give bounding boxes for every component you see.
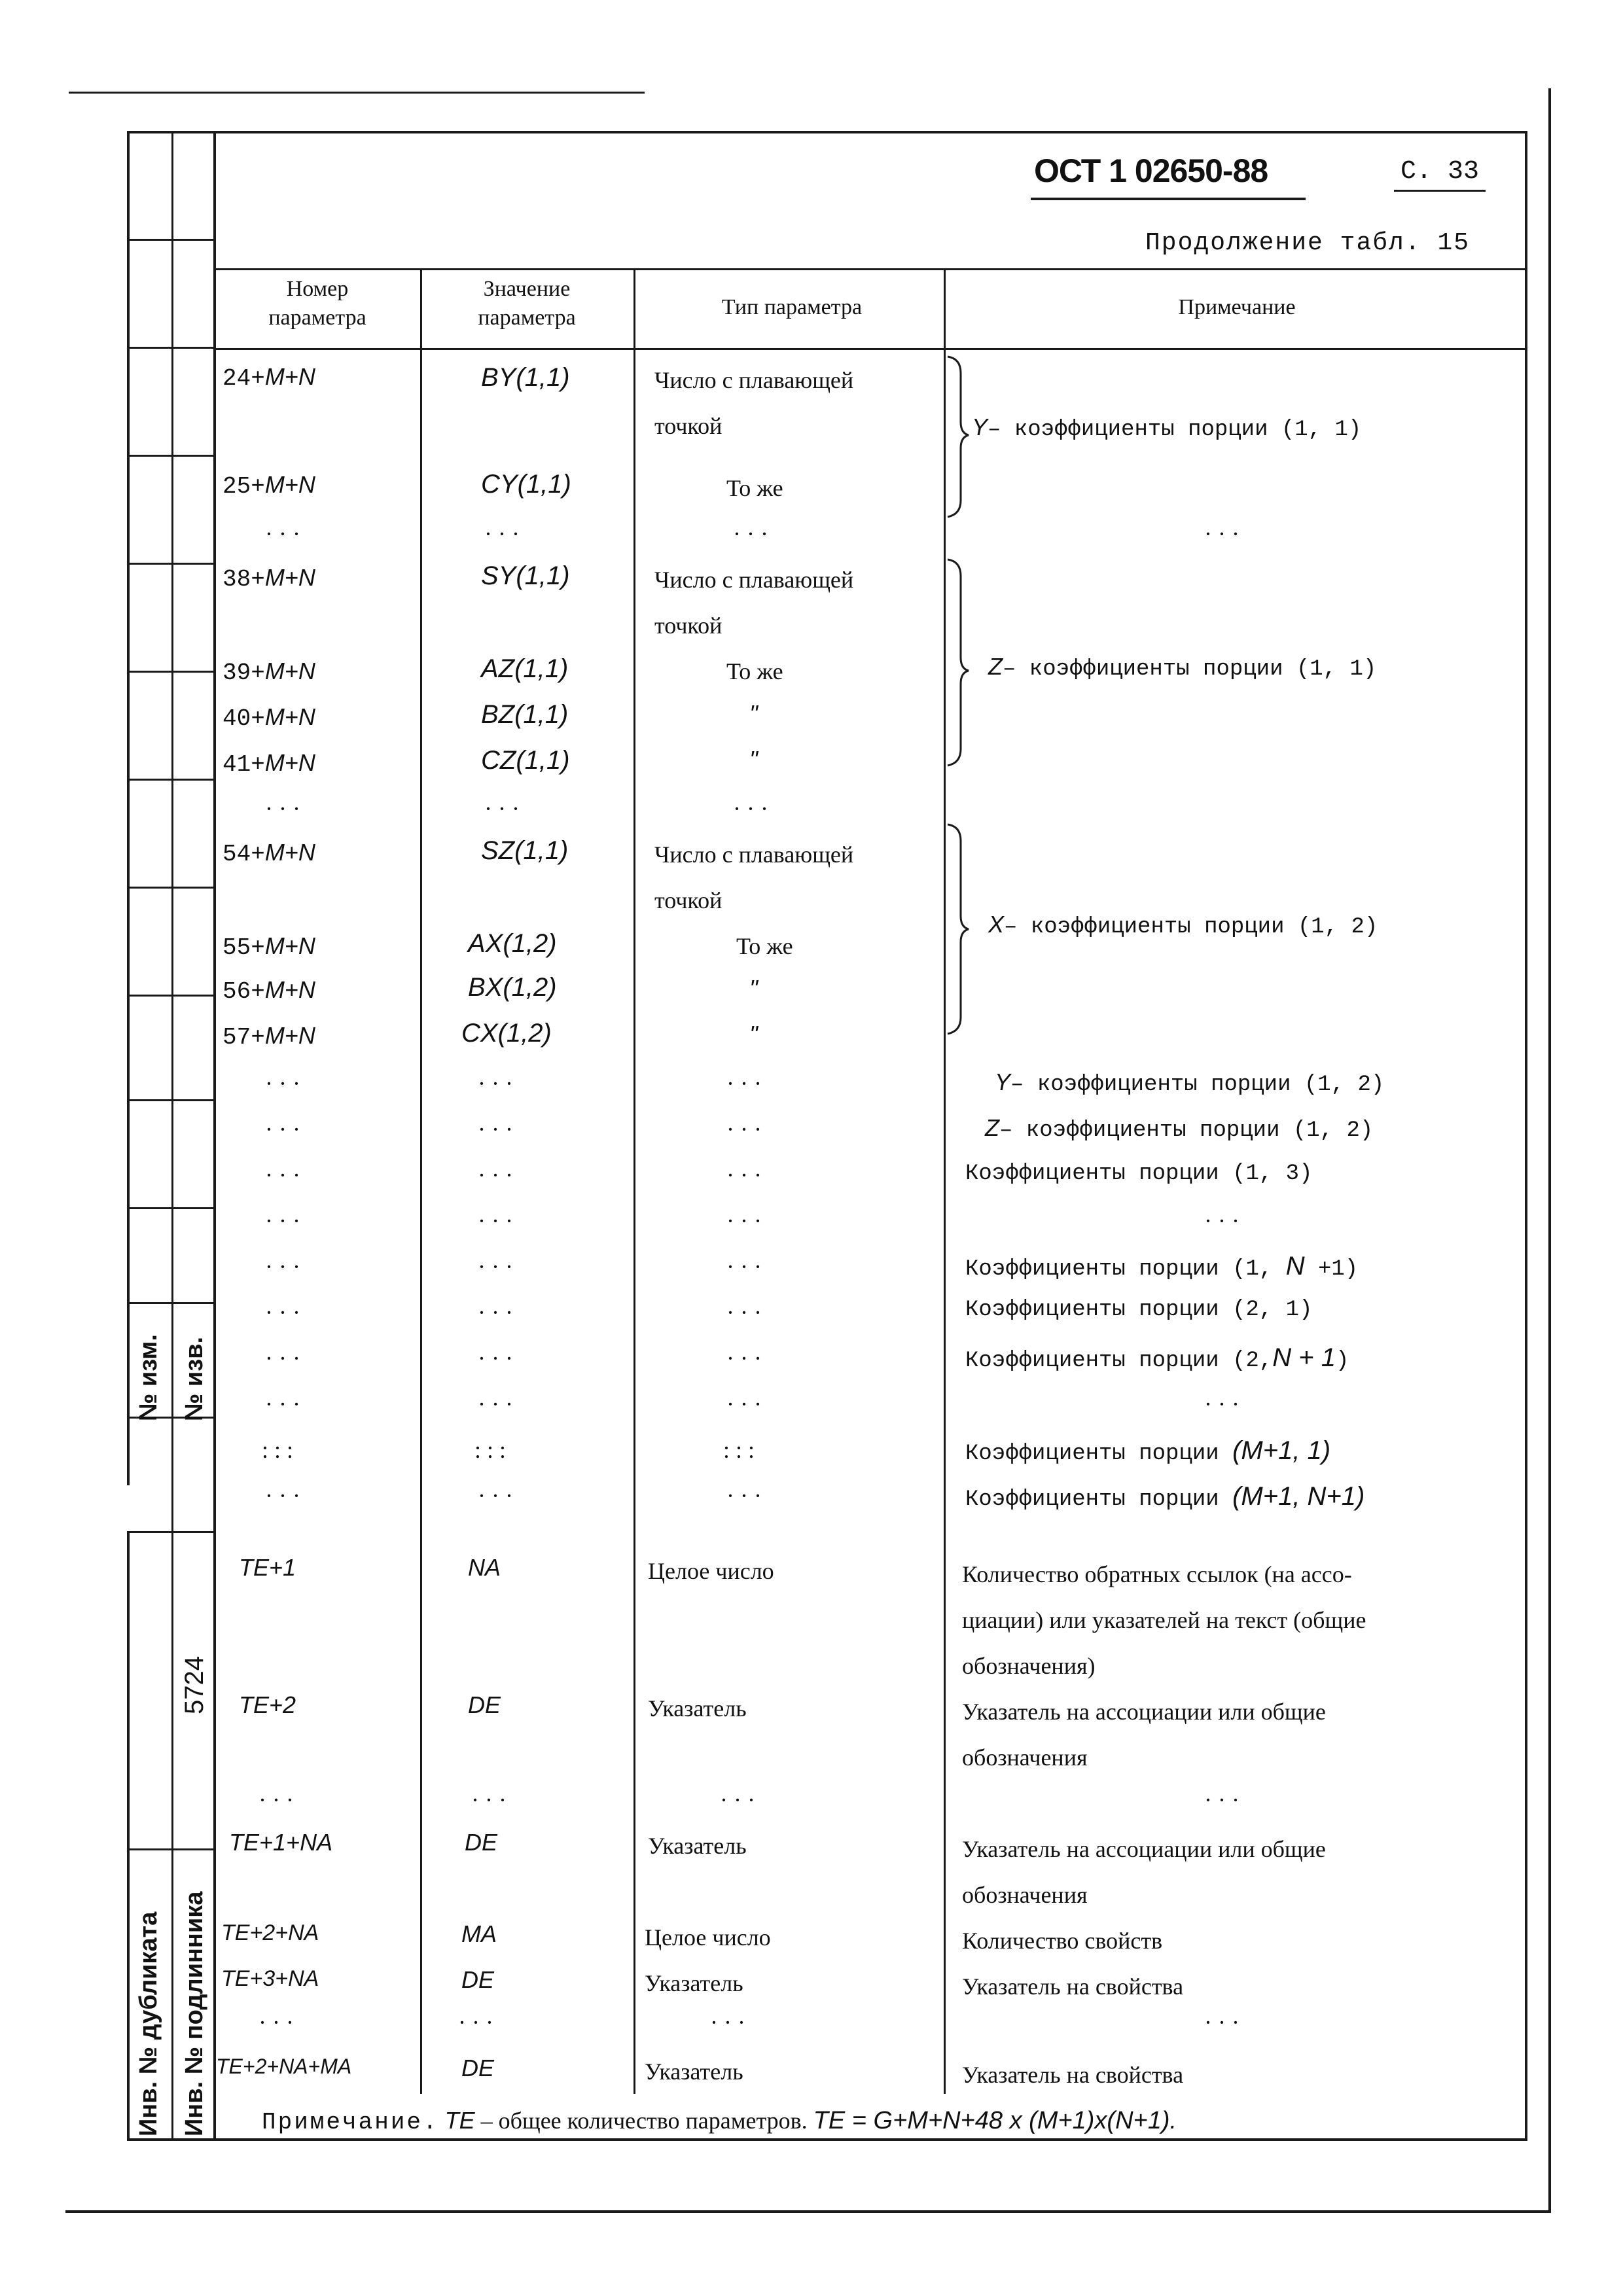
param-note-cont: обозначения: [962, 1882, 1088, 1908]
param-number: 39+M+N: [223, 658, 315, 686]
ditto-mark: ": [749, 1021, 758, 1048]
param-type: Указатель: [645, 2058, 743, 2085]
sidebar-tick: [127, 1099, 216, 1101]
param-value: CY(1,1): [481, 470, 571, 499]
col-header-val: Значение параметра: [478, 277, 576, 330]
ellipsis: · · ·: [1204, 521, 1240, 547]
sidebar-left-line-lower: [127, 1531, 130, 2140]
ellipsis: : : :: [723, 1437, 755, 1463]
param-note: Указатель на ассоциации или общие: [962, 1699, 1326, 1725]
ellipsis: · · ·: [259, 1787, 294, 1813]
ditto-mark: ": [749, 746, 758, 773]
sidebar-tick: [127, 563, 216, 565]
note-cm1: Коэффициенты порции (M+1, 1): [965, 1436, 1331, 1466]
param-type: Число с плавающей: [654, 567, 854, 593]
note-cmn: Коэффициенты порции (M+1, N+1): [965, 1482, 1365, 1512]
ellipsis: · · ·: [265, 796, 300, 822]
sidebar-inv-podl-label: Инв. № подлинника: [181, 1891, 208, 2136]
note-c2n: Коэффициенты порции (2,N + 1): [965, 1343, 1349, 1373]
param-note-cont: циации) или указателей на текст (общие: [962, 1607, 1366, 1633]
sidebar-tick: [127, 455, 216, 457]
ellipsis: · · ·: [265, 521, 300, 547]
param-type-cont: точкой: [654, 887, 722, 913]
sidebar-tick: [127, 995, 216, 997]
param-note: Количество свойств: [962, 1928, 1163, 1954]
param-type: То же: [736, 933, 793, 959]
ellipsis: · · ·: [259, 2009, 294, 2036]
right-edge: [1548, 88, 1551, 2212]
page-underline: [1394, 190, 1486, 192]
table-header-bottom: [213, 348, 1526, 350]
param-number: TE+2+NA: [221, 1920, 319, 1945]
table-top: [213, 268, 1526, 270]
note-y12: Y– коэффициенты порции (1, 2): [995, 1069, 1385, 1097]
param-note: Указатель на свойства: [962, 1973, 1184, 2000]
col-header-num: Номер параметра: [268, 277, 366, 330]
sidebar-mid-line: [171, 131, 173, 2140]
param-type: Указатель: [645, 1970, 743, 1996]
standard-underline: [1031, 198, 1306, 200]
note-z11: Z– коэффициенты порции (1, 1): [988, 653, 1377, 682]
ellipsis: · · ·: [265, 1254, 300, 1280]
param-value: BZ(1,1): [481, 700, 569, 729]
sidebar-number: 5724: [180, 1656, 209, 1714]
ellipsis: · · ·: [458, 2009, 493, 2036]
param-note-cont: обозначения): [962, 1653, 1096, 1679]
ellipsis: · · ·: [265, 1391, 300, 1417]
param-type: Указатель: [648, 1695, 747, 1722]
param-note: Количество обратных ссылок (на ассо-: [962, 1561, 1352, 1587]
col-sep-1: [420, 268, 422, 2094]
ellipsis: : : :: [262, 1437, 294, 1463]
ellipsis: · · ·: [1204, 1787, 1240, 1813]
ellipsis: · · ·: [1204, 2009, 1240, 2036]
note-y11: Y– коэффициенты порции (1, 1): [972, 414, 1362, 442]
sidebar-tick: [127, 1531, 216, 1533]
ellipsis: · · ·: [265, 1483, 300, 1509]
param-type: Целое число: [648, 1558, 774, 1584]
ellipsis: · · ·: [726, 1299, 762, 1326]
ellipsis: · · ·: [478, 1116, 513, 1142]
param-number: 24+M+N: [223, 363, 315, 392]
sidebar-tick: [127, 1302, 216, 1304]
param-value: CZ(1,1): [481, 746, 570, 775]
param-note: Указатель на свойства: [962, 2062, 1184, 2088]
ellipsis: · · ·: [484, 521, 520, 547]
footnote-te: TE: [444, 2107, 475, 2134]
sidebar-left-line: [127, 131, 130, 1485]
param-value: DE: [468, 1691, 501, 1718]
param-number: TE+1: [239, 1554, 296, 1581]
sidebar-tick: [127, 1207, 216, 1209]
param-value: NA: [468, 1554, 501, 1581]
ellipsis: · · ·: [478, 1345, 513, 1371]
param-value: DE: [465, 1829, 498, 1856]
col-sep-3: [944, 268, 946, 2094]
note-c13: Коэффициенты порции (1, 3): [965, 1161, 1313, 1186]
top-rule: [69, 92, 645, 94]
ellipsis: · · ·: [484, 796, 520, 822]
ellipsis: · · ·: [726, 1070, 762, 1097]
param-value: DE: [461, 1966, 495, 1993]
sidebar-tick: [127, 239, 216, 241]
param-value: AZ(1,1): [481, 654, 569, 683]
param-value: CX(1,2): [461, 1019, 552, 1048]
param-number: TE+2: [239, 1691, 296, 1718]
ellipsis: · · ·: [726, 1483, 762, 1509]
ellipsis: · · ·: [265, 1070, 300, 1097]
continuation-label: Продолжение табл. 15: [1145, 229, 1471, 257]
sidebar-izm-label: № изм.: [135, 1334, 162, 1421]
param-value: BY(1,1): [481, 363, 570, 392]
ellipsis: · · ·: [726, 1391, 762, 1417]
param-type: Число с плавающей: [654, 841, 854, 868]
footnote: [262, 2107, 1177, 2136]
ditto-mark: ": [749, 975, 758, 1002]
sidebar-tick: [127, 887, 216, 889]
param-type-cont: точкой: [654, 612, 722, 639]
param-number: 40+M+N: [223, 703, 315, 732]
param-value: SY(1,1): [481, 561, 570, 590]
ellipsis: : : :: [474, 1437, 507, 1463]
note-x12: X– коэффициенты порции (1, 2): [988, 911, 1378, 940]
frame-top: [127, 131, 1527, 133]
ellipsis: · · ·: [265, 1208, 300, 1234]
ellipsis: · · ·: [478, 1299, 513, 1326]
footnote-formula: TE = G+M+N+48 x (M+1)x(N+1).: [813, 2107, 1177, 2134]
ellipsis: · · ·: [265, 1299, 300, 1326]
param-value: SZ(1,1): [481, 836, 569, 865]
ellipsis: · · ·: [726, 1345, 762, 1371]
param-number: TE+1+NA: [229, 1829, 333, 1856]
ellipsis: · · ·: [1204, 1391, 1240, 1417]
ellipsis: · · ·: [265, 1345, 300, 1371]
param-value: AX(1,2): [468, 929, 557, 958]
sidebar-tick: [127, 671, 216, 673]
footnote-text: – общее количество параметров.: [480, 2108, 808, 2134]
frame-right: [1525, 131, 1527, 2140]
main-left-line: [213, 131, 216, 2140]
param-type-cont: точкой: [654, 413, 722, 439]
page-number: С. 33: [1400, 157, 1480, 186]
ellipsis: · · ·: [478, 1208, 513, 1234]
param-number: 55+M+N: [223, 932, 315, 961]
param-number: TE+2+NA+MA: [216, 2055, 352, 2078]
ellipsis: · · ·: [726, 1116, 762, 1142]
ellipsis: · · ·: [726, 1254, 762, 1280]
param-note-cont: обозначения: [962, 1744, 1088, 1771]
sidebar-izv-label: № изв.: [181, 1336, 208, 1421]
ellipsis: · · ·: [1204, 1208, 1240, 1234]
standard-code: ОСТ 1 02650-88: [1034, 152, 1268, 189]
param-value: DE: [461, 2055, 495, 2081]
param-number: 57+M+N: [223, 1022, 315, 1051]
ditto-mark: ": [749, 700, 758, 727]
param-number: 38+M+N: [223, 564, 315, 593]
note-z12: Z– коэффициенты порции (1, 2): [985, 1114, 1374, 1143]
param-note: Указатель на ассоциации или общие: [962, 1836, 1326, 1862]
note-c1n: Коэффициенты порции (1, N +1): [965, 1252, 1359, 1282]
ellipsis: · · ·: [478, 1254, 513, 1280]
param-value: BX(1,2): [468, 973, 557, 1002]
param-number: 56+M+N: [223, 976, 315, 1005]
ellipsis: · · ·: [726, 1162, 762, 1188]
ellipsis: · · ·: [726, 1208, 762, 1234]
param-number: 54+M+N: [223, 839, 315, 868]
ellipsis: · · ·: [733, 521, 768, 547]
ellipsis: · · ·: [478, 1391, 513, 1417]
param-type: То же: [726, 658, 783, 684]
bottom-edge: [65, 2210, 1551, 2213]
sidebar-tick: [127, 779, 216, 781]
footnote-label: Примечание.: [262, 2109, 439, 2136]
ellipsis: · · ·: [710, 2009, 745, 2036]
ellipsis: · · ·: [478, 1162, 513, 1188]
sidebar-tick: [127, 1848, 216, 1850]
param-type: То же: [726, 475, 783, 501]
ellipsis: · · ·: [478, 1070, 513, 1097]
frame-bottom: [127, 2138, 1527, 2141]
param-type: Целое число: [645, 1924, 771, 1951]
col-header-type: Тип параметра: [721, 295, 863, 319]
param-number: 25+M+N: [223, 471, 315, 500]
sidebar-tick: [127, 347, 216, 349]
col-header-note: Примечание: [1178, 295, 1296, 319]
ellipsis: · · ·: [265, 1116, 300, 1142]
param-value: MA: [461, 1920, 497, 1947]
col-sep-2: [633, 268, 635, 2094]
ellipsis: · · ·: [471, 1787, 507, 1813]
param-type: Указатель: [648, 1833, 747, 1859]
ellipsis: · · ·: [478, 1483, 513, 1509]
ellipsis: · · ·: [733, 796, 768, 822]
param-number: TE+3+NA: [221, 1966, 319, 1991]
ellipsis: · · ·: [265, 1162, 300, 1188]
param-number: 41+M+N: [223, 749, 315, 778]
ellipsis: · · ·: [720, 1787, 755, 1813]
param-type: Число с плавающей: [654, 367, 854, 393]
note-c21: Коэффициенты порции (2, 1): [965, 1298, 1313, 1322]
sidebar-inv-dubl-label: Инв. № дубликата: [135, 1911, 162, 2136]
